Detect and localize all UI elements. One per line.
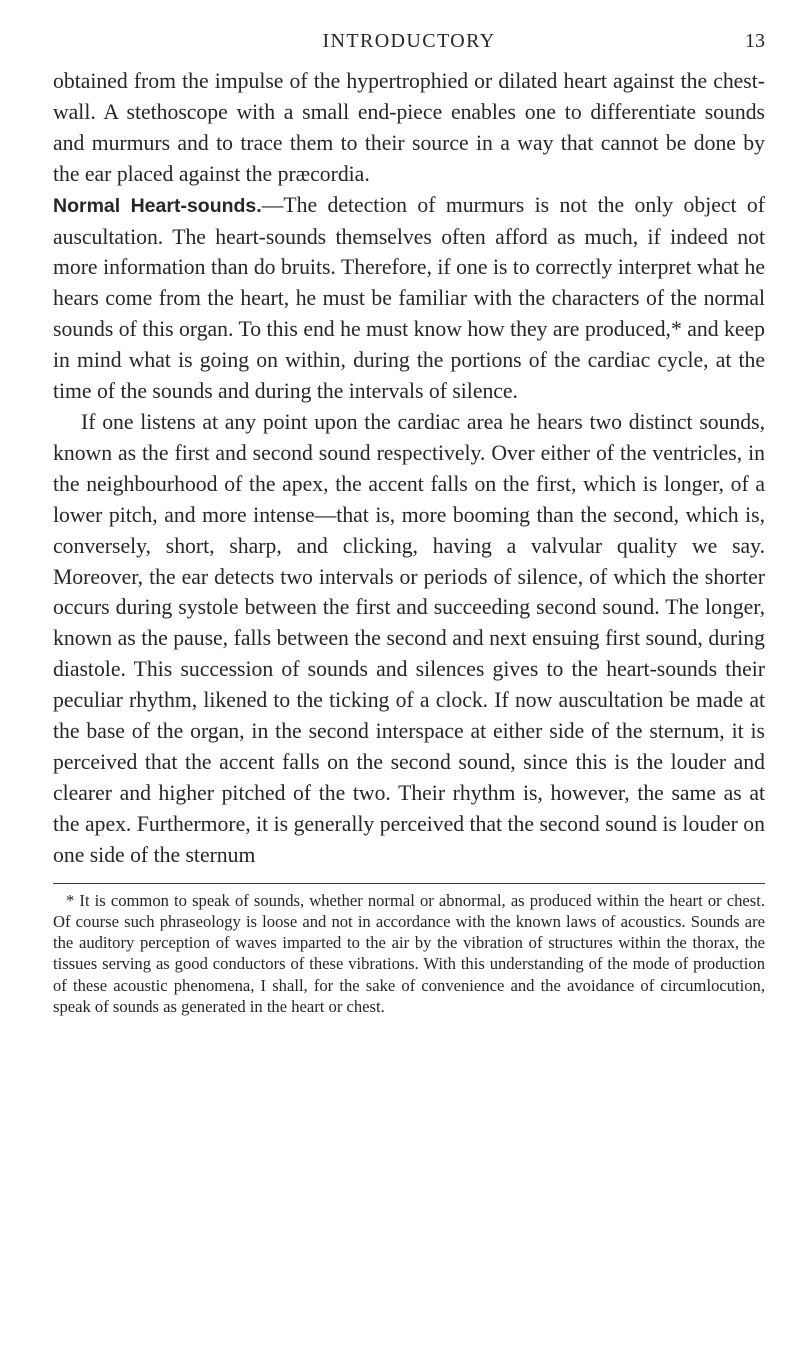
paragraph-text: —The detection of murmurs is not the only object of auscultation. The heart-sounds themselves often afford as much, if indeed not more information than do bruits. Therefore, if one is to correctly interpret what he hears come from the heart, he must be familiar with the characters of the normal sounds of this organ. To this end he must know how they are produced,* and keep in mind what is going on within, during the portions of the cardiac cycle, at the time of the sounds and during the intervals of silence. xyxy=(53,192,765,404)
page-number: 13 xyxy=(745,30,765,52)
paragraph-continuation: obtained from the impulse of the hypertrophied or dilated heart against the chest-wall. A stethoscope with a small end-piece enables one to differentiate sounds and murmurs and to trace them to their source in a way that cannot be done by the ear placed against the præcordia. xyxy=(53,69,765,186)
paragraph-normal-heart-sounds xyxy=(53,190,765,407)
running-head xyxy=(53,0,765,66)
footnote-divider xyxy=(53,883,765,884)
footnote: * It is common to speak of sounds, whether normal or abnormal, as produced within the heart or chest. Of course such phraseology is loose and not in accordance with the known laws of acoustics. Sounds are the auditory perception of waves imparted to the air by the vibration of structures within the thorax, the tissues serving as good conductors of these vibrations. With this understanding of the mode of production of these acoustic phenomena, I shall, for the sake of convenience and the avoidance of circumlocution, speak of sounds as generated in the heart or chest. xyxy=(53,890,765,1017)
book-page xyxy=(53,0,765,1017)
running-title: INTRODUCTORY xyxy=(322,30,496,52)
section-heading: Normal Heart-sounds. xyxy=(53,194,262,217)
body-text xyxy=(53,66,765,871)
paragraph-cardiac-area: If one listens at any point upon the cardiac area he hears two distinct sounds, known as the first and second sound respectively. Over either of the ventricles, in the neighbourhood of the apex, the accent falls on the first, which is longer, of a lower pitch, and more intense—that is, more booming than the second, which is, conversely, short, sharp, and clicking, having a valvular quality we say. Moreover, the ear detects two intervals or periods of silence, of which the shorter occurs during systole between the first and succeeding second sound. The longer, known as the pause, falls between the second and next ensuing first sound, during diastole. This succession of sounds and silences gives to the heart-sounds their peculiar rhythm, likened to the ticking of a clock. If now auscultation be made at the base of the organ, in the second interspace at either side of the sternum, it is perceived that the accent falls on the second sound, since this is the louder and clearer and higher pitched of the two. Their rhythm is, however, the same as at the apex. Furthermore, it is generally perceived that the second sound is louder on one side of the sternum xyxy=(53,409,765,867)
